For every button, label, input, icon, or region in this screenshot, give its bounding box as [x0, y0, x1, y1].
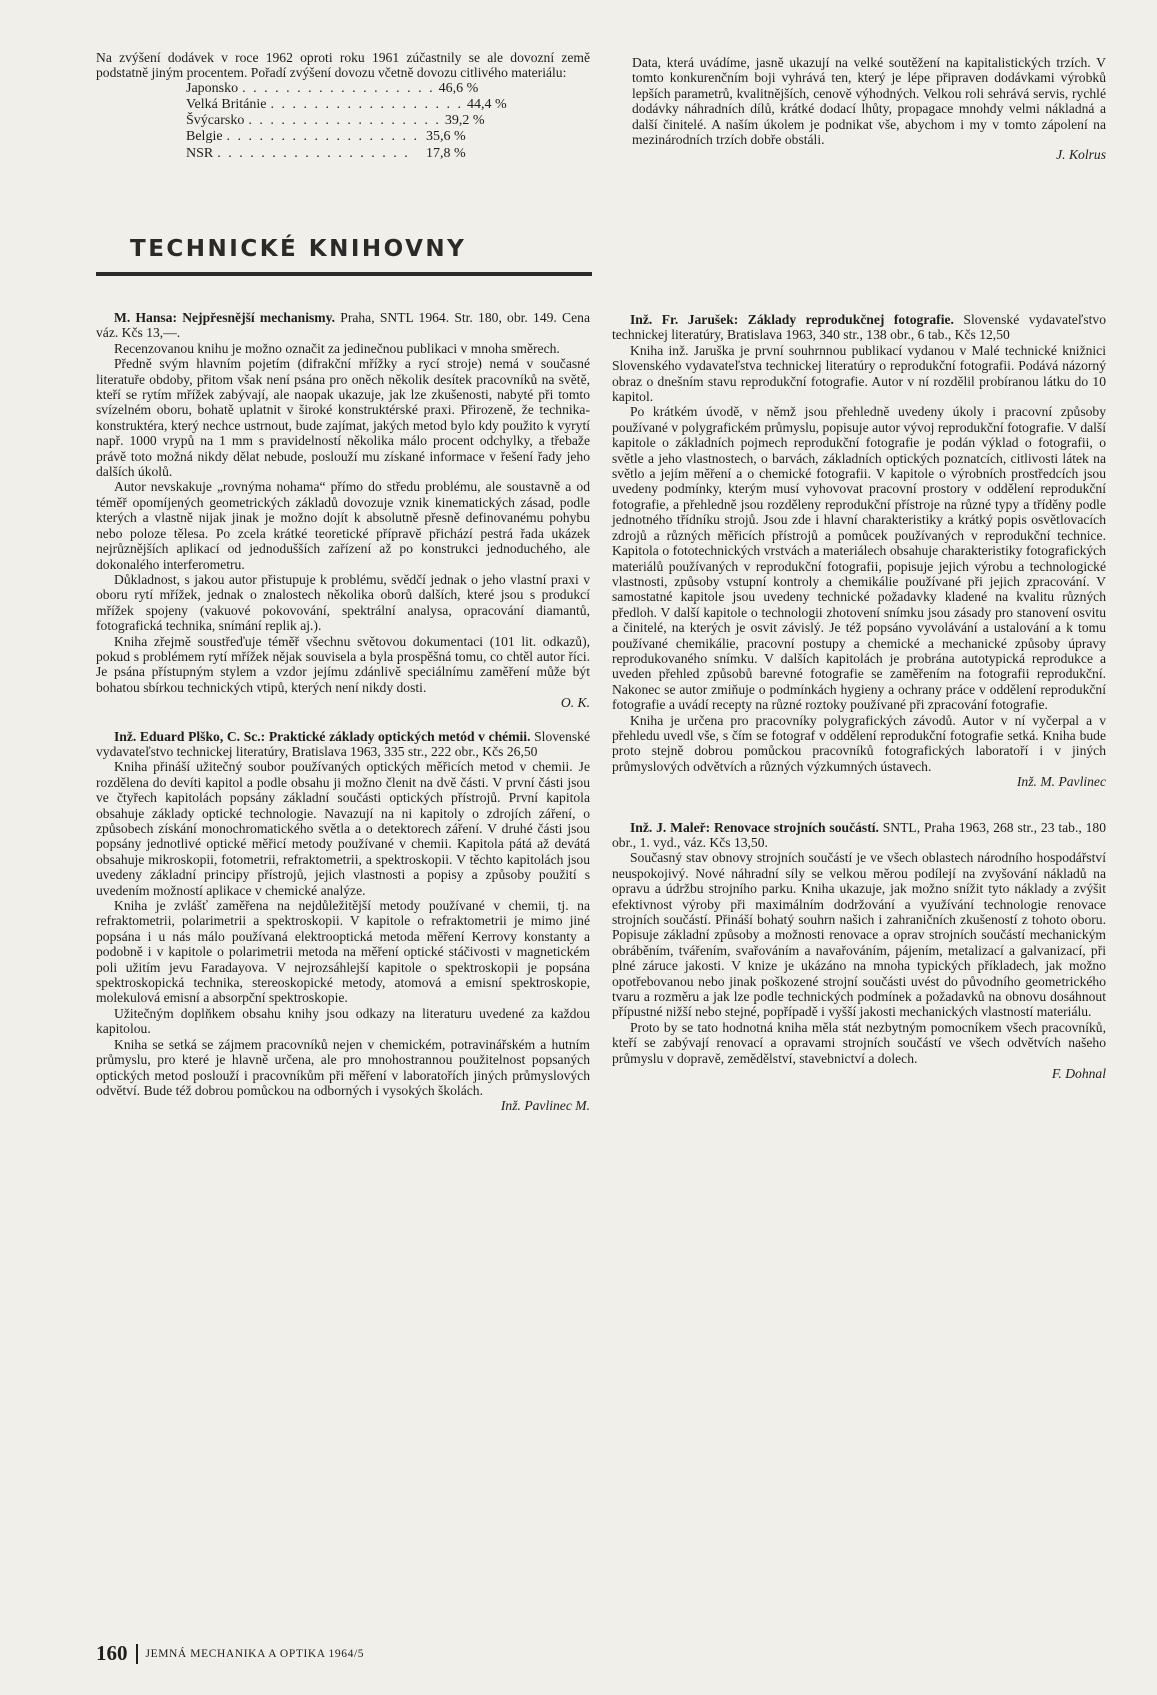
review-paragraph: Důkladnost, s jakou autor přistupuje k problému, svědčí jednak o jeho vlastní praxi v oboru rytí mřížek, jednak o znalostech několika oborů dalších, které jsou s produkcí mřížek spojeny (vakuové pokovování, spektrální analysa, opracování diamantů, fotografická technika, snímání replik aj.).: [96, 571, 590, 634]
review-paragraph: Předně svým hlavním pojetím (difrakční mřížky a rycí stroje) nemá v současné literatuře obdoby, přitom však není psána pro oněch několik desítek pracovníků na světě, kteří se rytím mřížek zabývají, ale naopak ukazuje, jak lze zkušenosti, nabyté při tomto svízelném oboru, bohatě uplatnit v široké konstruktérské praxi. Přirozeně, že technika-konstruktéra, který nechce ustrnout, bude zajímat, jakých metod bylo kdy použito k vyrytí např. 1000 vrypů na 1 mm s pravidelností několika málo procent odchylky, a třebaže právě toto možná nikdy dělat nebude, poslouží mu získané informace v řešení řady jeho dalších úkolů.: [96, 356, 590, 480]
review-title: Inž. Fr. Jarušek: Základy reprodukčnej fotografie.: [630, 312, 954, 327]
journal-name: JEMNÁ MECHANIKA A OPTIKA 1964/5: [145, 1647, 365, 1660]
review-heading: [96, 310, 590, 341]
review-paragraph: Recenzovanou knihu je možno označit za jedinečnou publikaci v mnoha směrech.: [114, 340, 560, 356]
import-country: Velká Británie: [186, 97, 267, 113]
footer-separator: [136, 1644, 138, 1664]
review-hansa: [96, 310, 590, 711]
left-review-column: [96, 310, 590, 1114]
review-heading: [612, 312, 1106, 343]
review-publication-info: Slovenské vydavateľstvo technickej literatúry, Bratislava 1963, 335 str., 222 obr., Kčs 26,50: [96, 728, 590, 759]
leader-dots: . . . . . . . . . . . . . . . . . .: [248, 113, 441, 129]
review-maler: [612, 820, 1106, 1082]
review-publication-info: Praha, SNTL 1964. Str. 180, obr. 149. Cena váz. Kčs 13,—.: [96, 310, 590, 341]
section-divider: [96, 272, 592, 276]
import-table: [186, 81, 590, 162]
import-value: 39,2 %: [444, 113, 485, 129]
leader-dots: . . . . . . . . . . . . . . . . . .: [226, 129, 420, 145]
import-value: 44,4 %: [466, 97, 507, 113]
import-row: [186, 81, 486, 97]
review-paragraph: Kniha je určena pro pracovníky polygrafických závodů. Autor v ní vyčerpal a v přehledu uvedl vše, s čím se fotograf v oddělení reprodukční fotografie setká. Kniha bude proto stejně dobrou pomůckou pracovníků fotografických laboratoří i v jiných průmyslových odvětvích a různých výzkumných ústavech.: [612, 712, 1106, 774]
page-number: 160: [96, 1641, 128, 1665]
review-heading: [96, 729, 590, 760]
review-paragraph: Proto by se tato hodnotná kniha měla stát nezbytným pomocníkem všech pracovníků, kteří se zabývají renovací a opravami strojních součástí ve všech odvětvích našeho průmyslu v dopravě, zemědělství, stavebnictví a dolech.: [612, 1019, 1106, 1066]
leader-dots: . . . . . . . . . . . . . . . . . .: [242, 80, 435, 96]
conclusion-text: Data, která uvádíme, jasně ukazují na velké soutěžení na kapitalistických trzích. V tomto konkurenčním boji vyhrává ten, který je lépe připraven dodávkami výrobků lepších parametrů, kvalitnějších, cenově výhodných. Velkou roli sehrává servis, rychlé dodávky náhradních dílů, krátké dodací lhůty, propagace mnohdy velmi nákladná a další činitelé. A naším úkolem je podnikat vše, abychom i my v tomto zápolení na mezinárodních trzích dobře obstáli.: [632, 55, 1106, 148]
reviewer-signature: Inž. M. Pavlinec: [1016, 774, 1106, 790]
review-title: Inž. Eduard Plško, C. Sc.: Praktické základy optických metód v chémii.: [114, 728, 531, 744]
review-paragraph: Současný stav obnovy strojních součástí je ve všech oblastech národního hospodářství neuspokojivý. Nové náhradní síly se velkou měrou podílejí na zvyšování nákladů na opravu a údržbu strojního parku. Kniha ukazuje, jak možno snížit tyto náklady a zvýšit efektivnost výroby při maximálním dodržování a využívání technologie renovace strojních součástí. Přináší bohatý souhrn našich i zahraničních zkušeností z tohoto oboru. Popisuje základní způsoby a možnosti renovace a oprav strojních součástí mechanickým obráběním, tvářením, svařováním a navařováním, pájením, metalizací a galvanizací, při plné záruce jakosti. V knize je ukázáno na mnoha typických příkladech, jak možno opotřebovanou nebo jinak poškozené strojní součásti uvést do původního geometrického tvaru a rozměru a jak lze podle technických podmínek a požadavků na obnovu dosáhnout přípustné nižší nebo stejné, popřípadě i vyšší jakosti mechanických vlastností materiálu.: [612, 850, 1106, 1020]
review-jarusek: [612, 312, 1106, 790]
review-title: Inž. J. Maleř: Renovace strojních součástí.: [630, 819, 879, 835]
review-plsko: [96, 729, 590, 1114]
import-country: Japonsko: [186, 80, 239, 96]
review-paragraph: Kniha přináší užitečný soubor používaných optických měřicích metod v chemii. Je rozdělena do devíti kapitol a podle obsahu ji možno členit na dvě části. V první části jsou ve čtyřech kapitolách popsány základní součásti optických přístrojů. První kapitola obsahuje základy optické technologie. Navazují na ni kapitoly o zdrojích záření, o způsobech získání monochromatického světla a o detektorech záření. V druhé části jsou popsány jednotlivé optické měřicí metody používané v chemii. Kapitola pátá až devátá obsahuje mikroskopii, fotometrii, refraktometrii, a spektroskopii. V těchto kapitolách jsou uvedeny základní principy přístrojů, jejich vlastnosti a popisy a způsoby použití s uvedením možností aplikace v chemické analýze.: [96, 759, 590, 898]
import-country: Švýcarsko: [186, 113, 245, 129]
import-country: Belgie: [186, 129, 223, 145]
import-row: [186, 113, 486, 129]
review-paragraph: Kniha je zvlášť zaměřena na nejdůležitější metody používané v chemii, tj. na refraktometrii, polarimetrii a spektroskopii. V kapitole o refraktometrii je mimo jiné popsána i u nás málo používaná elektrooptická metoda měření Kerrovy konstanty a podobně i v kapitole o polarimetrii metoda na měření optické stáčivosti v magnetickém poli užitím jevu Faradayova. V nejrozsáhlejší kapitole o spektroskopii je popsána spektroskopická technika, stereoskopické metody, atomová a emisní spektroskopie, molekulová emisní a absorpční spektroskopie.: [96, 898, 590, 1006]
article-conclusion: [632, 55, 1106, 163]
leader-dots: . . . . . . . . . . . . . . . . . .: [217, 145, 410, 161]
review-paragraph: Užitečným doplňkem obsahu knihy jsou odkazy na literaturu uvedené za každou kapitolou.: [96, 1005, 590, 1037]
import-statistics-block: [96, 50, 590, 162]
page-footer: [96, 1641, 364, 1666]
review-title: M. Hansa: Nejpřesnější mechanismy.: [114, 310, 336, 325]
import-country: NSR: [186, 145, 214, 161]
right-review-column: [612, 312, 1106, 1082]
reviewer-signature: F. Dohnal: [1051, 1066, 1106, 1082]
review-paragraph: Po krátkém úvodě, v němž jsou přehledně uvedeny úkoly i pracovní způsoby používané v polygrafickém průmyslu, popisuje autor vývoj reprodukční fotografie. V další kapitole o základních pojmech reprodukční fotografie je podán výklad o fotografii, o světle a jeho vlastnostech, o barvách, základních optických poznatcích, citlivosti látek na světlo a jejím měření a o chemické fotografii. V kapitole o výrobních prostředcích jsou uvedeny podmínky, kterým musí vyhovovat pracovní prostory v oddělení reprodukční fotografie, a přehledně jsou rozděleny reprodukční přístroje na různé typy a tříděny podle jednotného třídníku strojů. Jsou zde i hlavní charakteristiky a krátký popis osvětlovacích zdrojů a různých měřicích přístrojů a pomůcek používaných v reprodukční technice. Kapitola o fototechnických vrstvách a materiálech obsahuje charakteristiky fotografických materiálů používaných v reprodukční fotografii, popisuje jejich výrobu a technologické vlastnosti, způsoby vstupní kontroly a chemikálie používané při jejich zpracování. V samostatné kapitole jsou uvedeny technické požadavky kladené na kvalitu různých předloh. V další kapitole o technologii zhotovení snímku jsou zásady pro stanovení osvitu a činitelé, na kterých je osvit závislý. Je též popsáno vyvolávání a ustalování a k tomu používané chemikálie, pracovní postupy a chemické a mechanické způsoby úpravy reprodukovaného snímku. V dalších kapitolách je probrána autotypická reprodukce a uveden přehled způsobů barevné fotografie se zaměřením na fotografii reprodukční. Nakonec se autor zmiňuje o podmínkách hygieny a ochrany práce v oddělení reprodukční fotografie a uvádí recepty na různé roztoky používané při zpracování fotografie.: [612, 404, 1106, 713]
review-paragraph: Kniha inž. Jaruška je první souhrnnou publikací vydanou v Malé technické knižnici Slovenského vydavateľstva technickej literatúry o reprodukční fotografii. Podává názorný obraz o dnešním stavu reprodukční fotografie. Autor v ní rozdělil probíranou látku do 10 kapitol.: [612, 342, 1106, 405]
review-publication-info: Slovenské vydavateľstvo technickej literatúry, Bratislava 1963, 340 str., 138 obr., 6 tab., Kčs 12,50: [612, 312, 1106, 343]
reviewer-signature: O. K.: [560, 695, 590, 711]
review-publication-info: SNTL, Praha 1963, 268 str., 23 tab., 180 obr., 1. vyd., váz. Kčs 13,50.: [612, 819, 1107, 850]
import-value: 17,8 %: [426, 145, 466, 161]
import-row: [186, 97, 507, 113]
import-value: 35,6 %: [426, 129, 466, 145]
leader-dots: . . . . . . . . . . . . . . . . . .: [270, 97, 463, 113]
review-paragraph: Autor nevskakuje „rovnýma nohama“ přímo do středu problému, ale soustavně a od téměř opomíjených geometrických základů dovozuje vznik kinematických zásad, podle kterých a vlastně nijak jinak je možno dojít k absolutně přesně definovanému pohybu nebo poloze tělesa. Po zcela krátké teoretické přípravě přichází pestrá řada ukázek nejrůznějších aplikací od jednodušších zařízení až po konstrukci jednoduchého, ale dokonalého interferometru.: [96, 479, 590, 572]
review-heading: [612, 820, 1106, 851]
section-title: TECHNICKÉ KNIHOVNY: [130, 236, 467, 262]
import-row: [186, 129, 486, 145]
review-paragraph: Kniha zřejmě soustřeďuje téměř všechnu světovou dokumentaci (101 lit. odkazů), pokud s problémem rytí mřížek nějak souvisela a byla prospěšná tomu, co chtěl autor říci. Je psána přístupným stylem a vzdor jejímu zdánlivě speciálnímu zaměření může být bohatou sbírkou technických vtipů, kterých není nikdy dosti.: [96, 633, 590, 695]
review-paragraph: Kniha se setká se zájmem pracovníků nejen v chemickém, potravinářském a hutním průmyslu, pro které je hlavně určena, ale pro mnohostrannou použitelnost popsaných optických metod poslouží i pracovníkům při měření v laboratořích jiných průmyslových odvětví. Bude též dobrou pomůckou na odborných i vysokých školách.: [96, 1036, 590, 1098]
author-signature: J. Kolrus: [1056, 147, 1106, 163]
import-value: 46,6 %: [438, 80, 479, 96]
import-intro-text: Na zvýšení dodávek v roce 1962 oproti roku 1961 zúčastnily se ale dovozní země podstatně jiným procentem. Pořadí zvýšení dovozu včetně dovozu citlivého materiálu:: [96, 50, 590, 81]
import-row: [186, 146, 486, 162]
reviewer-signature: Inž. Pavlinec M.: [500, 1098, 590, 1114]
